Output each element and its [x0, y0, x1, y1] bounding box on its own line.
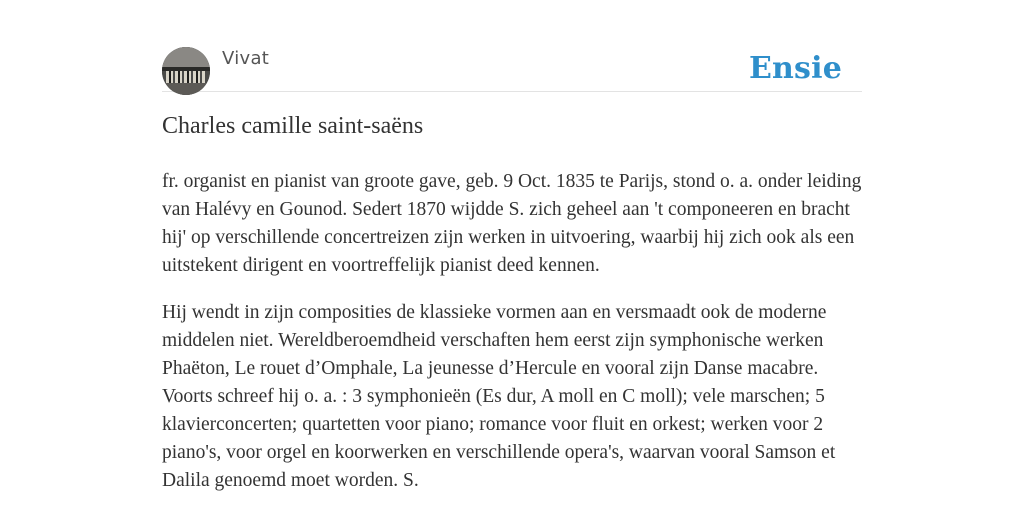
- article-paragraph: fr. organist en pianist van groote gave, geb. 9 Oct. 1835 te Parijs, stond o. a. onder leiding van Halévy en Gounod. Sedert 1870 wijdde S. zich geheel aan 't componeeren en bracht hij' op verschillende concertreizen zijn werken in uitvoering, waarbij hij zich ook als een uitstekent dirigent en voortreffelijk pianist deed kennen.: [162, 171, 862, 276]
- article-body: [162, 168, 866, 512]
- article-title: Charles camille saint-saëns: [162, 113, 424, 139]
- source-name-link[interactable]: Vivat: [222, 48, 270, 69]
- brand-logo[interactable]: Ensie: [748, 51, 842, 86]
- book-spines-icon: [162, 47, 210, 95]
- site-header: [162, 46, 862, 92]
- article-paragraph: Hij wendt in zijn composities de klassieke vormen aan en versmaadt ook de moderne middelen niet. Wereldberoemdheid verschaften hem eerst zijn symphonische werken Phaëton, Le rouet d’Omphale, La jeunesse d’Hercule en vooral zijn Danse macabre. Voorts schreef hij o. a. : 3 symphonieën (Es dur, A moll en C moll); vele marschen; 5 klavierconcerten; quartetten voor piano; romance voor fluit en orkest; werken voor 2 piano's, voor orgel en koorwerken en verschillende opera's, waarvan vooral Samson et Dalila genoemd moet worden. S.: [162, 302, 836, 491]
- source-avatar[interactable]: [162, 47, 210, 95]
